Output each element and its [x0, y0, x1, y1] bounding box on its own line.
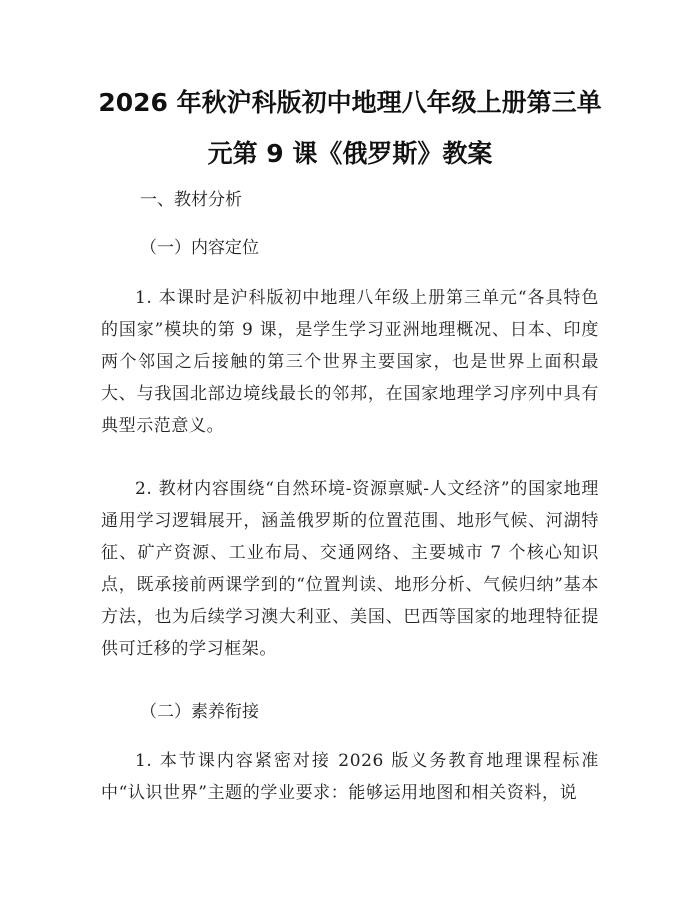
- paragraph-2: 2. 教材内容围绕“自然环境-资源禀赋-人文经济”的国家地理通用学习逻辑展开，涵盖俄罗斯的位置范围、地形气候、河湖特征、矿产资源、工业布局、交通网络、主要城市 7 个核心知识点，既承接前两课学到的“位置判读、地形分析、气候归纳”基本方法，也为后续学习澳大利亚、美国、巴西等国家的地理特征提供可迁移的学习框架。: [101, 479, 599, 659]
- section-heading-textbook-analysis: 一、教材分析: [140, 190, 242, 210]
- paragraph-1: 1. 本课时是沪科版初中地理八年级上册第三单元“各具特色的国家”模块的第 9 课，是学生学习亚洲地理概况、日本、印度两个邻国之后接触的第三个世界主要国家，也是世界上面积最大、与我国北部边境线最长的邻邦，在国家地理学习序列中具有典型示范意义。: [101, 288, 599, 436]
- subsection-heading-literacy-connection: （二）素养衔接: [140, 702, 259, 722]
- paragraph-3: 1. 本节课内容紧密对接 2026 版义务教育地理课程标准中“认识世界”主题的学业要求：能够运用地图和相关资料，说: [101, 751, 599, 803]
- document-title-line-2: 元第 9 课《俄罗斯》教案: [207, 139, 493, 168]
- subsection-heading-content-positioning: （一）内容定位: [140, 238, 259, 258]
- document-title-line-1: 2026 年秋沪科版初中地理八年级上册第三单: [98, 88, 602, 117]
